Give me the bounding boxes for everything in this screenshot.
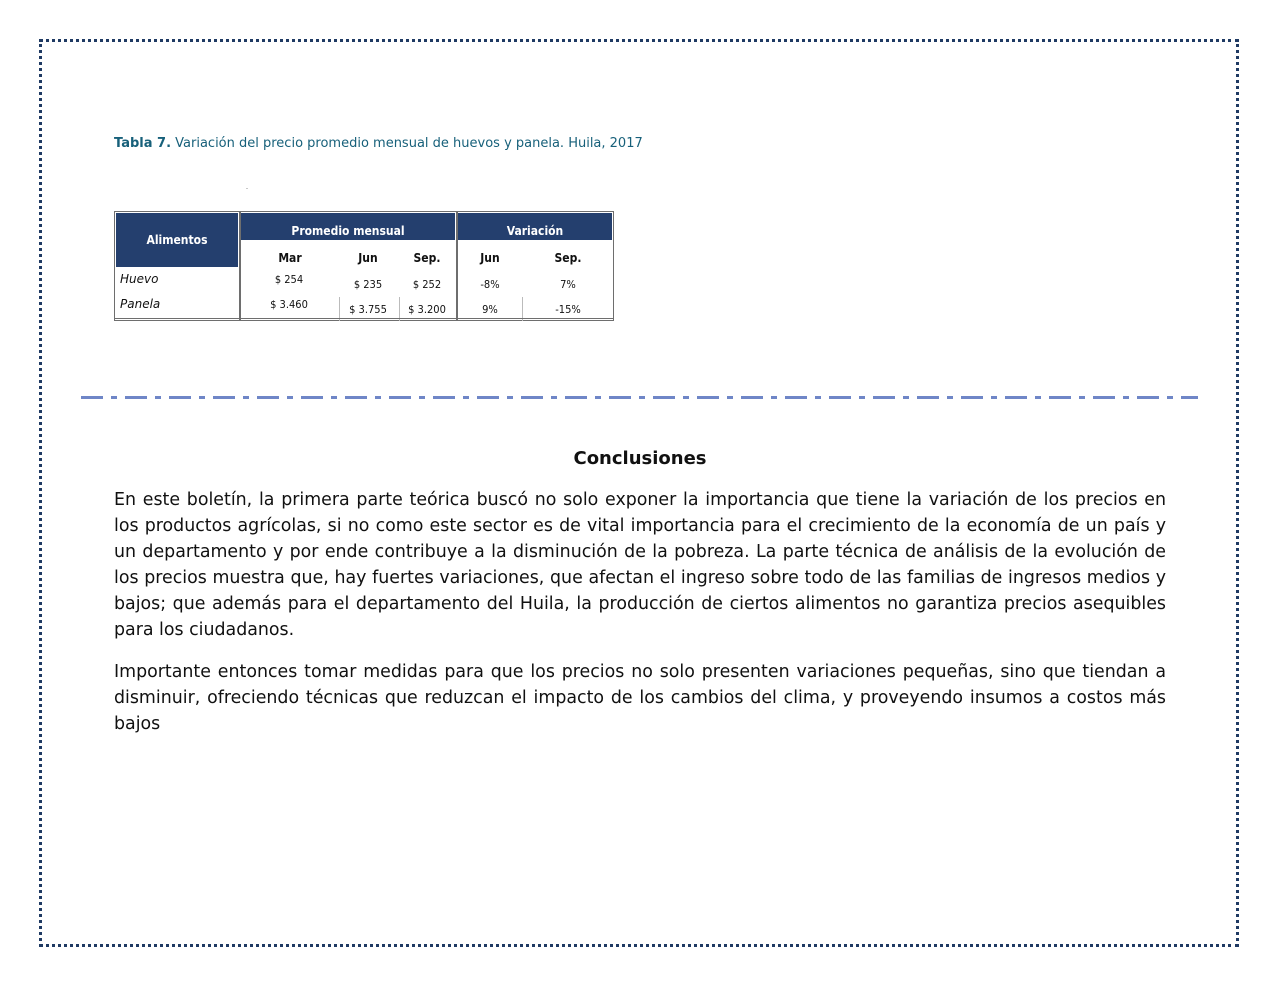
subheader-var-jun: Jun — [480, 251, 500, 265]
cell-huevo-var-sep: 7% — [560, 278, 576, 291]
cell-panela-jun: $ 3.755 — [349, 303, 387, 316]
subheader-jun: Jun — [358, 251, 378, 265]
header-promedio-mensual: Promedio mensual — [241, 213, 455, 240]
row-label-huevo: Huevo — [120, 272, 159, 286]
row-label-panela: Panela — [120, 297, 161, 311]
caption-text: Variación del precio promedio mensual de huevos y panela. Huila, 2017 — [171, 136, 643, 151]
cell-panela-mar: $ 3.460 — [270, 298, 308, 311]
table-caption — [114, 136, 643, 151]
conclusion-paragraph-2: Importante entonces tomar medidas para que los precios no solo presenten variaciones pequeñas, sino que tiendan a disminuir, ofreciendo técnicas que reduzcan el impacto de los cambios del clima, y proveyendo insumos a costos más bajos — [114, 662, 1166, 734]
subheader-mar: Mar — [278, 251, 302, 265]
cell-huevo-jun: $ 235 — [353, 278, 383, 291]
cell-panela-var-jun: 9% — [482, 303, 498, 316]
subheader-var-sep: Sep. — [554, 251, 582, 265]
cell-huevo-mar: $ 254 — [274, 273, 304, 286]
section-divider — [81, 396, 1198, 399]
table-divider — [114, 318, 614, 319]
section-title-conclusiones: Conclusiones — [573, 448, 707, 469]
cell-huevo-sep: $ 252 — [412, 278, 442, 291]
cell-panela-sep: $ 3.200 — [408, 303, 446, 316]
cell-huevo-var-jun: -8% — [480, 278, 500, 291]
price-variation-table — [114, 211, 614, 321]
cell-panela-var-sep: -15% — [555, 303, 581, 316]
stray-mark — [246, 188, 248, 189]
subheader-sep: Sep. — [413, 251, 441, 265]
header-alimentos: Alimentos — [116, 213, 238, 267]
table-divider — [240, 211, 241, 321]
header-variacion: Variación — [458, 213, 612, 240]
conclusion-paragraph-1: En este boletín, la primera parte teórica buscó no solo exponer la importancia que tiene la variación de los precios en los productos agrícolas, si no como este sector es de vital importancia para el crecimiento de la economía de un país y un departamento y por ende contribuye a la disminución de la pobreza. La parte técnica de análisis de la evolución de los precios muestra que, hay fuertes variaciones, que afectan el ingreso sobre todo de las familias de ingresos medios y bajos; que además para el departamento del Huila, la producción de ciertos alimentos no garantiza precios asequibles para los ciudadanos. — [114, 490, 1166, 640]
caption-label: Tabla 7. — [114, 136, 172, 151]
